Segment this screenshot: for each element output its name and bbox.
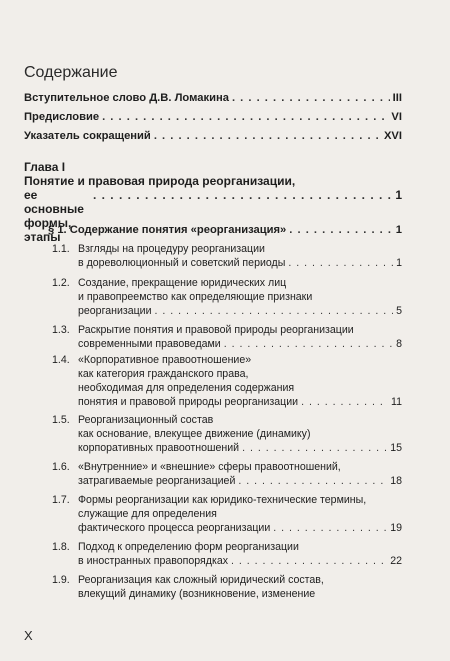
item-line: необходимая для определения содержания [78,382,295,394]
item-line: в иностранных правопорядках [78,555,229,567]
dot-leader [238,475,387,488]
page-title: Содержание [24,64,118,81]
page-number: X [24,628,33,643]
item-page: 15 [390,442,402,454]
chapter-label: Глава I [24,160,66,174]
section-page: 1 [395,224,402,236]
toc-entry-page: XVI [383,130,402,142]
item-number: 1.8. [52,541,70,553]
item-number: 1.9. [52,574,70,586]
dot-leader [154,130,381,143]
item-line: корпоративных правоотношений [78,442,240,454]
item-line: и правопреемство как определяющие признаки [78,291,313,303]
item-line: Реорганизация как сложный юридический состав, [78,574,324,586]
item-line: «Внутренние» и «внешние» сферы правоотношений, [78,461,341,473]
dot-leader [273,522,387,535]
chapter-title-line-1: Понятие и правовая природа реорганизации, [24,174,296,188]
item-line: Реорганизационный состав [78,414,214,426]
toc-entry-text: Предисловие [24,111,100,123]
chapter-page: 1 [395,188,402,202]
dot-leader [224,338,393,351]
dot-leader [289,224,392,237]
item-number: 1.1. [52,243,70,255]
item-line: современными правоведами [78,338,221,350]
item-line: как основание, влекущее движение (динамику) [78,428,311,440]
item-line: «Корпоративное правоотношение» [78,354,252,366]
item-number: 1.5. [52,414,70,426]
toc-entry-text: Указатель сокращений [24,130,151,142]
item-line: Подход к определению форм реорганизации [78,541,299,553]
dot-leader [301,396,388,409]
chapter-title-line-2: ее основные формы, этапы [24,188,84,244]
dot-leader [93,188,392,202]
item-line: фактического процесса реорганизации [78,522,271,534]
item-line: Формы реорганизации как юридико-технические термины, [78,494,367,506]
dot-leader [155,305,394,318]
item-line: Создание, прекращение юридических лиц [78,277,287,289]
item-line: как категория гражданского права, [78,368,249,380]
item-line: Раскрытие понятия и правовой природы реорганизации [78,324,354,336]
item-page: 1 [396,257,402,269]
section-text: § 1. Содержание понятия «реорганизация» [48,224,287,236]
item-page: 18 [390,475,402,487]
item-number: 1.4. [52,354,70,366]
dot-leader [242,442,387,455]
item-line: реорганизации [78,305,152,317]
toc-entry-page: VI [391,111,402,123]
dot-leader [231,555,387,568]
dot-leader [288,257,393,270]
item-line: служащие для определения [78,508,217,520]
item-page: 8 [396,338,402,350]
item-line: понятия и правовой природы реорганизации [78,396,299,408]
toc-entry-page: III [392,92,402,104]
item-page: 11 [391,396,402,408]
item-number: 1.7. [52,494,70,506]
item-number: 1.2. [52,277,70,289]
item-line: затрагиваемые реорганизацией [78,475,236,487]
dot-leader [102,111,388,124]
item-number: 1.3. [52,324,70,336]
item-page: 5 [396,305,402,317]
dot-leader [232,92,390,105]
item-line: в дореволюционный и советский периоды [78,257,286,269]
toc-entry-text: Вступительное слово Д.В. Ломакина [24,92,229,104]
item-line: Взгляды на процедуру реорганизации [78,243,265,255]
item-page: 22 [390,555,402,567]
item-number: 1.6. [52,461,70,473]
item-line: влекущий динамику (возникновение, изменение [78,588,316,600]
item-page: 19 [390,522,402,534]
